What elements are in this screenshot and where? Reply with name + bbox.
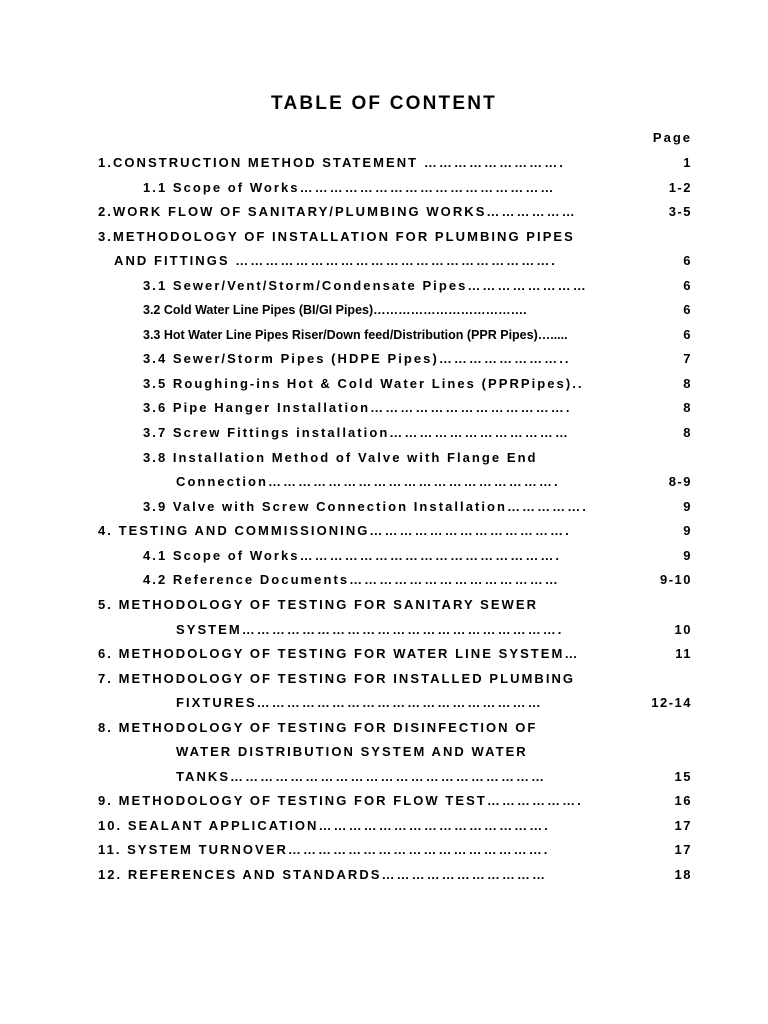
toc-entry (0, 178, 768, 198)
toc-entry-page: 1-2 (668, 180, 692, 195)
toc-entry-text: 6. METHODOLOGY OF TESTING FOR WATER LINE SYSTEM… (98, 646, 580, 661)
toc-entry-text: Connection…………………………………………………. (176, 474, 560, 489)
toc-entry-text: FIXTURES………………………………………………… (176, 695, 543, 710)
toc-entry-text: 9. METHODOLOGY OF TESTING FOR FLOW TEST………………. (98, 793, 583, 808)
toc-entry-text: 3.METHODOLOGY OF INSTALLATION FOR PLUMBING PIPES (98, 229, 575, 244)
toc-entry-page: 7 (683, 351, 692, 366)
toc-entry (0, 669, 768, 689)
toc-entry-page: 6 (683, 253, 692, 268)
toc-entry-page: 8 (683, 425, 692, 440)
toc-entry (0, 595, 768, 615)
toc-entry-text: TANKS……………………………………………………… (176, 769, 547, 784)
toc-entry (0, 620, 768, 640)
toc-entry (0, 398, 768, 418)
toc-entry (0, 865, 768, 885)
toc-entry-text: 3.3 Hot Water Line Pipes Riser/Down feed/Distribution (PPR Pipes)…..... (143, 328, 568, 342)
toc-entry-page: 3-5 (668, 204, 692, 219)
toc-entry-page: 18 (674, 867, 692, 882)
toc-entry-text: 4.1 Scope of Works……………………………………………. (143, 548, 562, 563)
toc-entry (0, 374, 768, 394)
toc-entry-text: 4. TESTING AND COMMISSIONING…………………………………. (98, 523, 571, 538)
toc-entry-page: 6 (683, 278, 692, 293)
toc-entry-text: 10. SEALANT APPLICATION………………………………………. (98, 818, 550, 833)
toc-entry-page: 6 (683, 327, 692, 342)
toc-entry-page: 8-9 (668, 474, 692, 489)
toc-entry-text: SYSTEM………………………………………………………. (176, 622, 564, 637)
toc-entry-page: 9 (683, 548, 692, 563)
toc-entry-page: 12-14 (651, 695, 692, 710)
toc-entry (0, 570, 768, 590)
toc-entry-page: 6 (683, 302, 692, 317)
toc-entry (0, 276, 768, 296)
toc-entry-page: 11 (675, 646, 692, 661)
toc-entry-page: 9 (683, 523, 692, 538)
toc-entry-page: 1 (683, 155, 692, 170)
toc-entry-text: 3.4 Sewer/Storm Pipes (HDPE Pipes)…………………….. (143, 351, 571, 366)
toc-entry-page: 10 (674, 622, 692, 637)
toc-entry (0, 349, 768, 369)
toc-entry-page: 9 (683, 499, 692, 514)
toc-entry (0, 251, 768, 271)
toc-entry (0, 300, 768, 320)
toc-entry-text: 12. REFERENCES AND STANDARDS…………………………… (98, 867, 548, 882)
toc-entry-page: 17 (674, 842, 692, 857)
toc-entry (0, 693, 768, 713)
toc-entry-page: 8 (683, 400, 692, 415)
toc-entry-text: 3.2 Cold Water Line Pipes (BI/GI Pipes)………………………………. (143, 303, 527, 317)
toc-entry (0, 521, 768, 541)
toc-entry-text: 2.WORK FLOW OF SANITARY/PLUMBING WORKS……………… (98, 204, 577, 219)
toc-entry-text: 3.8 Installation Method of Valve with Flange End (143, 450, 538, 465)
toc-entry-page: 17 (674, 818, 692, 833)
toc-entry-page: 9-10 (659, 572, 692, 587)
toc-entry (0, 423, 768, 443)
toc-entry-text: 1.1 Scope of Works…………………………………………… (143, 180, 556, 195)
toc-entry (0, 202, 768, 222)
toc-entry-page: 8 (683, 376, 692, 391)
page-title: TABLE OF CONTENT (271, 93, 497, 114)
toc-entry-text: 1.CONSTRUCTION METHOD STATEMENT ………………………. (98, 155, 565, 170)
toc-entry (0, 742, 768, 762)
toc-entry (0, 546, 768, 566)
toc-entry (0, 472, 768, 492)
toc-entry (0, 840, 768, 860)
toc-entry-text: 3.1 Sewer/Vent/Storm/Condensate Pipes…………………… (143, 278, 588, 293)
toc-entry (0, 227, 768, 247)
toc-entry-text: 3.7 Screw Fittings installation……………………………… (143, 425, 570, 440)
toc-entry-text: 11. SYSTEM TURNOVER……………………………………………. (98, 842, 550, 857)
toc-entry (0, 325, 768, 345)
toc-entry-text: 5. METHODOLOGY OF TESTING FOR SANITARY SEWER (98, 597, 539, 612)
toc-entry-page: 15 (674, 769, 692, 784)
toc-entry (0, 767, 768, 787)
toc-entry-text: AND FITTINGS ………………………………………………………. (114, 253, 557, 268)
toc-entry-text: 3.5 Roughing-ins Hot & Cold Water Lines (PPRPipes).. (143, 376, 584, 391)
toc-entry-text: 8. METHODOLOGY OF TESTING FOR DISINFECTION OF (98, 720, 538, 735)
toc-entry (0, 791, 768, 811)
toc-entry-page: 16 (674, 793, 692, 808)
toc-entry-text: 3.6 Pipe Hanger Installation…………………………………. (143, 400, 572, 415)
toc-entry (0, 718, 768, 738)
toc-entry (0, 816, 768, 836)
toc-entry-text: 7. METHODOLOGY OF TESTING FOR INSTALLED PLUMBING (98, 671, 576, 686)
toc-entry (0, 644, 768, 664)
toc-entry (0, 497, 768, 517)
toc-entry (0, 153, 768, 173)
toc-entry-text: 4.2 Reference Documents…………………………………… (143, 572, 560, 587)
toc-entry-text: WATER DISTRIBUTION SYSTEM AND WATER (176, 744, 528, 759)
toc-entry-text: 3.9 Valve with Screw Connection Installation……………. (143, 499, 588, 514)
page-column-header: Page (652, 130, 692, 145)
toc-entry (0, 448, 768, 468)
